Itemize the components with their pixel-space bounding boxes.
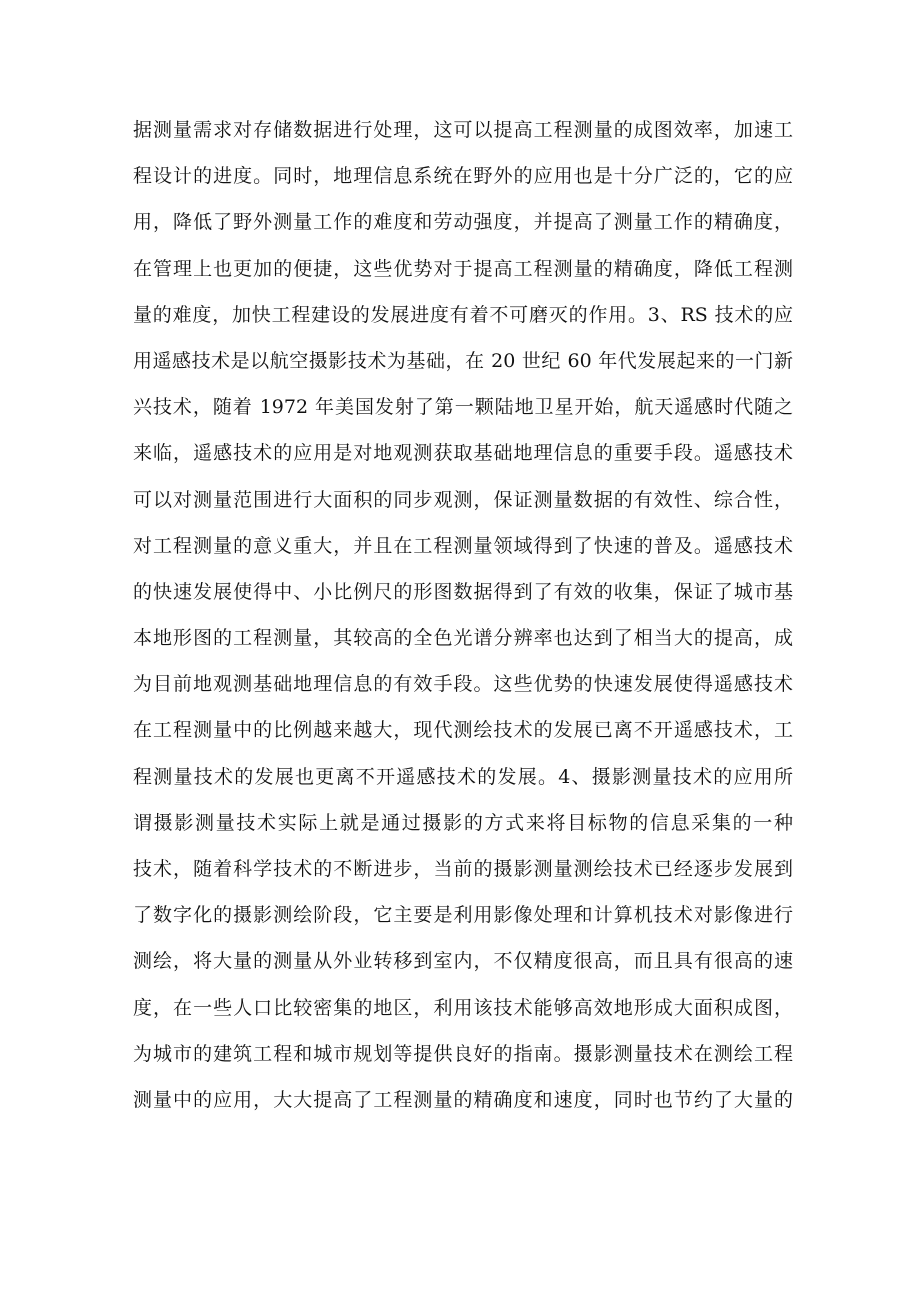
text-line: 度，在一些人口比较密集的地区，利用该技术能够高效地形成大面积成图， xyxy=(133,996,793,1019)
text-line: 的快速发展使得中、小比例尺的形图数据得到了有效的收集，保证了城市基 xyxy=(133,580,793,603)
text-line: 来临，遥感技术的应用是对地观测获取基础地理信息的重要手段。遥感技术 xyxy=(133,442,793,465)
text-line: 测绘，将大量的测量从外业转移到室内，不仅精度很高，而且具有很高的速 xyxy=(133,950,793,973)
text-line: 谓摄影测量技术实际上就是通过摄影的方式来将目标物的信息采集的一种 xyxy=(133,811,793,834)
text-line: 测量中的应用，大大提高了工程测量的精确度和速度，同时也节约了大量的 xyxy=(133,1088,793,1111)
text-line: 可以对测量范围进行大面积的同步观测，保证测量数据的有效性、综合性， xyxy=(133,488,793,511)
body-paragraph xyxy=(133,107,793,1123)
text-line: 了数字化的摄影测绘阶段，它主要是利用影像处理和计算机技术对影像进行 xyxy=(133,904,793,927)
text-line: 量的难度，加快工程建设的发展进度有着不可磨灭的作用。3、RS 技术的应 xyxy=(133,303,793,326)
text-line: 对工程测量的意义重大，并且在工程测量领域得到了快速的普及。遥感技术 xyxy=(133,534,793,557)
text-line: 用遥感技术是以航空摄影技术为基础，在 20 世纪 60 年代发展起来的一门新 xyxy=(133,349,793,372)
text-line: 程设计的进度。同时，地理信息系统在野外的应用也是十分广泛的，它的应 xyxy=(133,165,793,188)
text-line: 本地形图的工程测量，其较高的全色光谱分辨率也达到了相当大的提高，成 xyxy=(133,627,793,650)
text-line: 兴技术，随着 1972 年美国发射了第一颗陆地卫星开始，航天遥感时代随之 xyxy=(133,396,793,419)
text-line: 在工程测量中的比例越来越大，现代测绘技术的发展已离不开遥感技术，工 xyxy=(133,719,793,742)
text-line: 技术，随着科学技术的不断进步，当前的摄影测量测绘技术已经逐步发展到 xyxy=(133,858,793,880)
text-line: 据测量需求对存储数据进行处理，这可以提高工程测量的成图效率，加速工 xyxy=(133,119,793,141)
text-line: 为目前地观测基础地理信息的有效手段。这些优势的快速发展使得遥感技术 xyxy=(133,673,793,696)
text-line: 程测量技术的发展也更离不开遥感技术的发展。4、摄影测量技术的应用所 xyxy=(133,765,793,788)
text-line: 在管理上也更加的便捷，这些优势对于提高工程测量的精确度，降低工程测 xyxy=(133,257,793,280)
text-line: 为城市的建筑工程和城市规划等提供良好的指南。摄影测量技术在测绘工程 xyxy=(133,1042,793,1065)
text-line: 用，降低了野外测量工作的难度和劳动强度，并提高了测量工作的精确度， xyxy=(133,211,793,234)
